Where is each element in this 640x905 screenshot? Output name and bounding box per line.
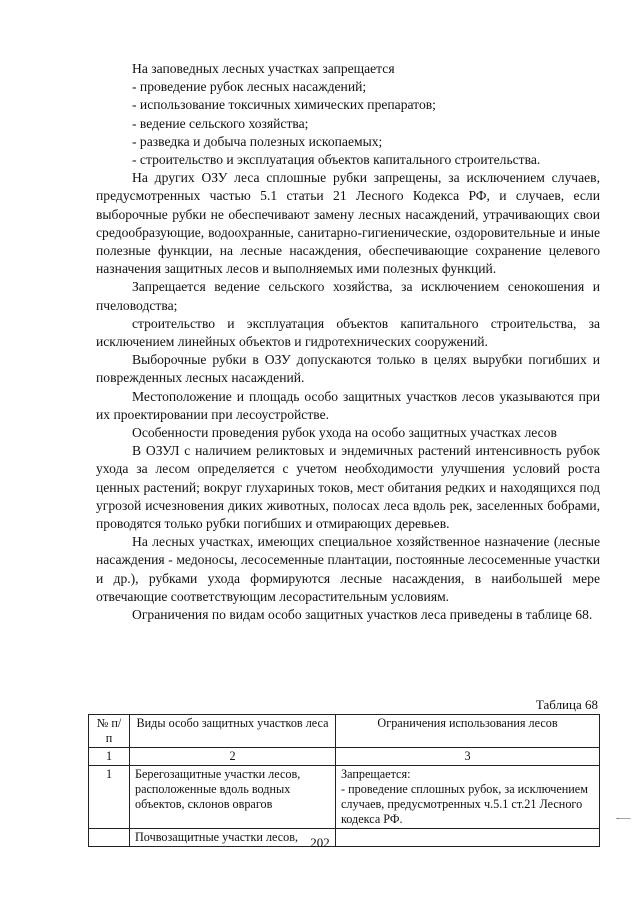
restriction-title: Запрещается: xyxy=(341,767,411,781)
col-number: 1 xyxy=(89,748,130,766)
paragraph: Запрещается ведение сельского хозяйства, за исключением сенокошения и пчеловодства; xyxy=(96,279,600,313)
row-restriction xyxy=(336,766,600,829)
section-heading: Особенности проведения рубок ухода на особо защитных участках лесов xyxy=(132,425,557,441)
page-number: 202 xyxy=(310,835,330,850)
column-number-row xyxy=(89,748,600,766)
paragraph: строительство и эксплуатация объектов капитального строительства, за исключением линейных объектов и гидротехнических сооружений. xyxy=(96,315,600,350)
list-item: - разведка и добыча полезных ископаемых; xyxy=(132,133,383,149)
restrictions-table xyxy=(88,714,600,847)
header-cell-type: Виды особо защитных участков леса xyxy=(130,715,336,748)
row-type: Почвозащитные участки лесов, xyxy=(130,829,336,847)
header-cell-restrictions: Ограничения использования лесов xyxy=(336,715,600,748)
row-type: Берегозащитные участки лесов, расположенные вдоль водных объектов, склонов оврагов xyxy=(130,766,336,829)
col-number: 2 xyxy=(130,748,336,766)
body-text xyxy=(96,60,600,624)
paragraph: На других ОЗУ леса сплошные рубки запрещены, за исключением случаев, предусмотренных частью 5.1 статьи 21 Лесного Кодекса РФ, и случаев, если выборочные рубки не обеспечивают замену лесных насаждений, утрачивающих свои средообразующие, водоохранные, санитарно-гигиенические, оздоровительные и иные полезные функции, на лесные насаждения, обеспечивающие сохранение целевого назначения защитных лесов и выполняемых ими полезных функций. xyxy=(96,170,600,277)
list-item: - использование токсичных химических препаратов; xyxy=(132,97,436,113)
paragraph: Местоположение и площадь особо защитных участков лесов указываются при их проектировании при лесоустройстве. xyxy=(96,388,600,422)
paragraph: На заповедных лесных участках запрещается xyxy=(132,61,395,76)
table-caption: Таблица 68 xyxy=(535,697,598,712)
paragraph: В ОЗУЛ с наличием реликтовых и эндемичных растений интенсивность рубок ухода за лесом определяется с учетом необходимости улучшения условий роста ценных растений; вокруг глухариных токов, мест обитания редких и находящихся под угрозой исчезновения диких животных, полосах леса вдоль рек, заселенных бобрами, проводятся только рубки погибших и отмирающих деревьев. xyxy=(96,443,600,532)
table-header-row xyxy=(89,715,600,748)
restriction-text: - проведение сплошных рубок, за исключением случаев, предусмотренных ч.5.1 ст.21 Лесного кодекса РФ. xyxy=(341,782,588,826)
col-number: 3 xyxy=(336,748,600,766)
paragraph: На лесных участках, имеющих специальное хозяйственное назначение (лесные насаждения - медоносы, лесосеменные плантации, постоянные лесосеменные участки и др.), рубками ухода формируются лесные насаждения, в наибольшей мере отвечающие соответствующим лесорастительным условиям. xyxy=(96,534,600,604)
paragraph: Выборочные рубки в ОЗУ допускаются только в целях вырубки погибших и поврежденных лесных насаждений. xyxy=(96,352,600,386)
list-item: - проведение рубок лесных насаждений; xyxy=(132,79,367,95)
table-row xyxy=(89,766,600,829)
margin-mark: -— xyxy=(616,812,631,824)
list-item: - строительство и эксплуатация объектов капитального строительства. xyxy=(132,152,541,168)
header-cell-num: № п/п xyxy=(89,715,130,748)
paragraph: Ограничения по видам особо защитных участков леса приведены в таблице 68. xyxy=(132,607,593,623)
row-num: 1 xyxy=(89,766,130,829)
list-item: - ведение сельского хозяйства; xyxy=(132,115,309,131)
